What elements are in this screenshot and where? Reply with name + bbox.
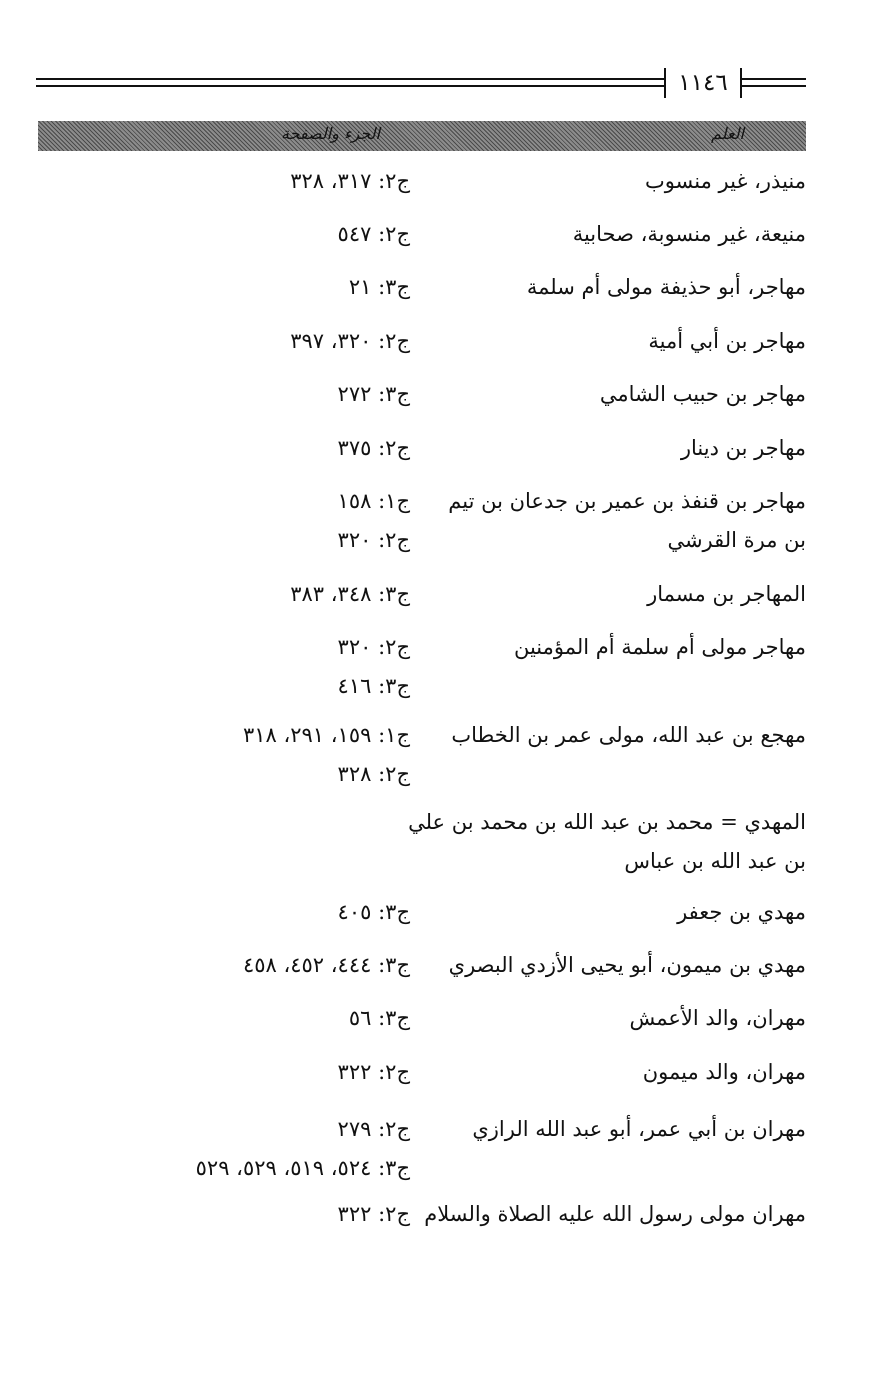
entry-references	[338, 429, 410, 468]
column-header-bar	[38, 121, 806, 151]
entry-name-line: بن عبد الله بن عباس	[624, 849, 806, 873]
entry-reference: ج٣: ٤٤٤، ٤٥٢، ٤٥٨	[242, 953, 410, 977]
entry-references	[243, 946, 410, 985]
entry-references	[338, 375, 410, 414]
header-rule-right	[740, 78, 806, 87]
entry-name	[436, 575, 806, 614]
entry-name	[436, 628, 806, 667]
entry-references	[290, 322, 410, 361]
entry-references	[349, 268, 410, 307]
entry-reference: ج٣: ٢١	[348, 275, 410, 299]
entry-name	[436, 1053, 806, 1092]
entry-reference: ج٢: ٣١٧، ٣٢٨	[290, 169, 410, 193]
header-rule-left	[36, 78, 664, 87]
entry-name-line: مهاجر بن أبي أمية	[648, 329, 806, 353]
entry-reference: ج٣: ٥٦	[348, 1006, 410, 1030]
entry-reference: ج٢: ٢٧٩	[337, 1117, 410, 1141]
entry-name-line: مهران، والد ميمون	[642, 1060, 806, 1084]
entry-reference: ج٢: ٣٧٥	[337, 436, 410, 460]
entry-name-line: مهران بن أبي عمر، أبو عبد الله الرازي	[472, 1117, 806, 1141]
entry-reference: ج٢: ٣٢٢	[337, 1202, 410, 1226]
entry-name	[408, 803, 806, 881]
entry-reference: ج٣: ٥٢٤، ٥١٩، ٥٢٩، ٥٢٩	[195, 1156, 410, 1180]
entry-references	[338, 482, 410, 560]
entry-name-line: مهران، والد الأعمش	[629, 1006, 806, 1030]
entry-name	[436, 375, 806, 414]
entry-references	[338, 893, 410, 932]
entry-reference: ج٣: ٢٧٢	[337, 382, 410, 406]
entry-name	[436, 946, 806, 985]
entry-name-line: مهاجر بن حبيب الشامي	[599, 382, 806, 406]
entry-name-line: مهجع بن عبد الله، مولى عمر بن الخطاب	[451, 723, 806, 747]
entry-name	[436, 215, 806, 254]
entry-name-line: بن مرة القرشي	[667, 528, 806, 552]
entry-name	[436, 322, 806, 361]
entry-reference: ج١: ١٥٩، ٢٩١، ٣١٨	[242, 723, 410, 747]
entry-name	[436, 268, 806, 307]
entry-name-line: مهاجر بن دينار	[680, 436, 806, 460]
entry-name-line: مهاجر، أبو حذيفة مولى أم سلمة	[526, 275, 806, 299]
entry-references	[338, 628, 410, 706]
entry-name	[436, 1110, 806, 1149]
entry-references	[243, 716, 410, 794]
entry-name-line: منيعة، غير منسوبة، صحابية	[572, 222, 806, 246]
entry-name-line: المهاجر بن مسمار	[647, 582, 806, 606]
entry-references	[338, 215, 410, 254]
entry-name-line: مهاجر مولى أم سلمة أم المؤمنين	[513, 635, 806, 659]
entry-reference: ج٣: ٤٠٥	[337, 900, 410, 924]
entry-name	[436, 999, 806, 1038]
entry-name	[436, 482, 806, 560]
entry-reference: ج٢: ٣٢٠	[337, 528, 410, 552]
entry-name	[436, 162, 806, 201]
entry-reference: ج٣: ٣٤٨، ٣٨٣	[290, 582, 410, 606]
entry-reference: ج٢: ٣٢٢	[337, 1060, 410, 1084]
page-header	[36, 66, 806, 102]
entry-references	[338, 1053, 410, 1092]
entry-references	[290, 575, 410, 614]
entry-name-line: منيذر، غير منسوب	[644, 169, 806, 193]
entry-name-line: مهدي بن ميمون، أبو يحيى الأزدي البصري	[448, 953, 806, 977]
entry-reference: ج٢: ٥٤٧	[337, 222, 410, 246]
entry-references	[196, 1110, 410, 1188]
entry-reference: ج٢: ٣٢٠	[337, 635, 410, 659]
entry-reference: ج٢: ٣٢٠، ٣٩٧	[290, 329, 410, 353]
entry-reference: ج١: ١٥٨	[337, 489, 410, 513]
entry-name-line: مهدي بن جعفر	[677, 900, 806, 924]
column-header-volume-page: الجزء والصفحة	[280, 124, 380, 143]
entry-name	[424, 1195, 806, 1234]
entry-references	[338, 1195, 410, 1234]
entry-name-line: مهران مولى رسول الله عليه الصلاة والسلام	[424, 1202, 806, 1226]
entry-references	[349, 999, 410, 1038]
entry-reference: ج٣: ٤١٦	[337, 674, 410, 698]
entry-name-line: المهدي = محمد بن عبد الله بن محمد بن علي	[408, 810, 806, 834]
entry-references	[290, 162, 410, 201]
entry-name-line: مهاجر بن قنفذ بن عمير بن جدعان بن تيم	[448, 489, 806, 513]
page-number: ١١٤٦	[678, 70, 728, 96]
entry-reference: ج٢: ٣٢٨	[337, 762, 410, 786]
entry-name	[436, 893, 806, 932]
entry-name	[436, 429, 806, 468]
entry-name	[436, 716, 806, 755]
column-header-name: العلم	[711, 124, 744, 143]
